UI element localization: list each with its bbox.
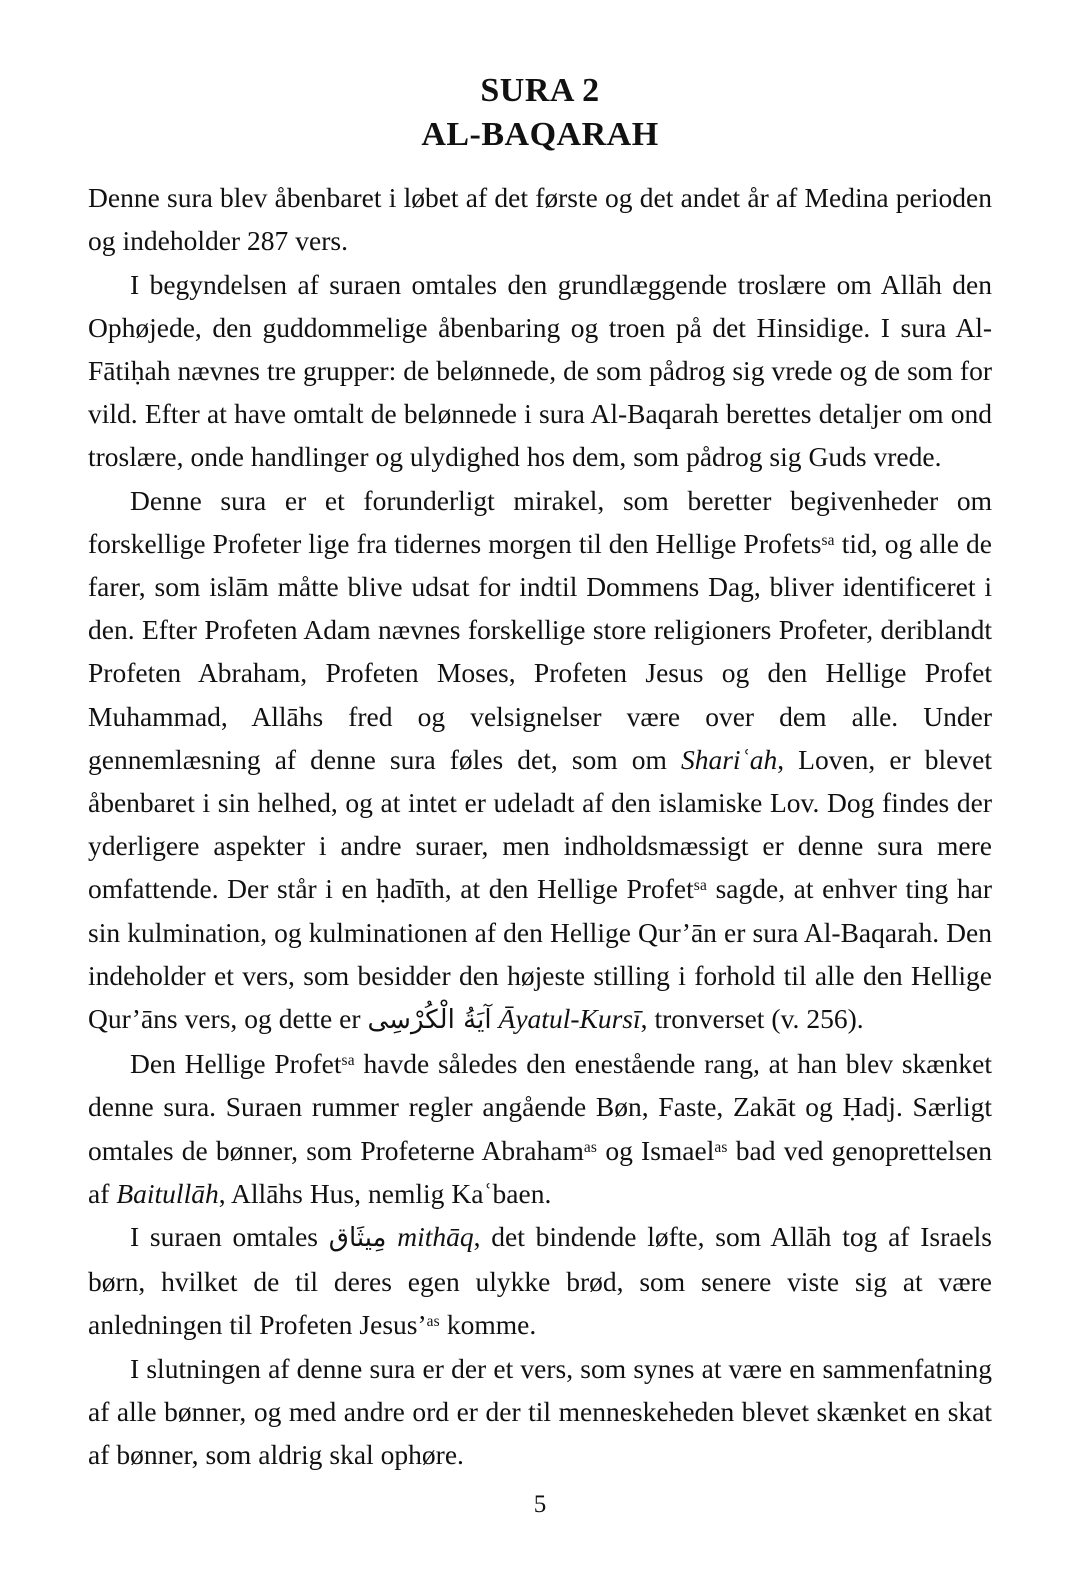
text-run: havde således den enestående rang, at han blev skænket denne sura. Suraen rummer regler angående Bøn, Faste, Zakāt og Ḥadj. Særligt omtales de bønner, som Profeterne Abraham <box>88 1048 992 1166</box>
sura-title-heading: AL-BAQARAH <box>421 116 659 154</box>
honorific-superscript: sa <box>693 877 707 895</box>
text-run: Den Hellige Profet <box>130 1048 342 1080</box>
honorific-superscript: as <box>583 1138 598 1156</box>
text-run <box>386 1221 397 1252</box>
text-run <box>492 1003 499 1034</box>
text-run: og Ismael <box>597 1134 715 1166</box>
text-run: Denne sura er et forunderligt mirakel, som beretter begivenheder om forskellige Profeter lige fra tidernes morgen til den Hellige Profets <box>88 484 992 559</box>
honorific-superscript: as <box>426 1313 440 1331</box>
transliteration-italic: Baitullāh <box>116 1177 219 1209</box>
text-run: , Loven, er blevet åbenbaret i sin helhed, og at intet er udeladt af den islamiske Lov. Dog findes der yderligere aspekter i andre suraer, men indholdsmæssigt er denne sura mere omfattende. Der står i en ḥadīth, at den Hellige Profet <box>88 743 992 905</box>
sura-number-heading: SURA 2 <box>480 72 600 109</box>
honorific-superscript: as <box>714 1138 728 1156</box>
paragraph <box>88 479 992 1043</box>
text-run: Denne sura blev åbenbaret i løbet af det første og det andet år af Medina perioden og indeholder 287 vers. <box>88 182 992 257</box>
text-run: I begyndelsen af suraen omtales den grundlæggende troslære om Allāh den Ophøjede, den guddommelige åbenbaring og troen på det Hinsidige. I sura Al-Fātiḥah nævnes tre grupper: de belønnede, de som pådrog sig vrede og de som for vild. Efter at have omtalt de belønnede i sura Al-Baqarah berettes detaljer om ond troslære, onde handlinger og ulydighed hos dem, som pådrog sig Guds vrede. <box>88 268 992 473</box>
text-run: sagde, at enhver ting har sin kulmination, og kulminationen af den Hellige Qur’ān er sura Al-Baqarah. Den indeholder et vers, som besidder den højeste stilling i forhold til alle den Hellige Qur’āns vers, og dette er <box>88 873 992 1035</box>
honorific-superscript: sa <box>341 1052 355 1070</box>
transliteration-italic: Āyatul-Kursī <box>498 1003 641 1035</box>
transliteration-italic: mithāq <box>397 1221 474 1253</box>
transliteration-italic: Shariʿah <box>680 743 778 775</box>
body-paragraphs <box>88 176 992 1476</box>
text-run: , det bindende løfte, som Allāh tog af Israels børn, hvilket de til deres egen ulykke brød, som senere viste sig at være anledningen til Profeten Jesus’ <box>88 1221 992 1341</box>
text-run: tid, og alle de farer, som islām måtte blive udsat for indtil Dommens Dag, bliver identificeret i den. Efter Profeten Adam nævnes forskellige store religioners Profeter, deriblandt Profeten Abraham, Profeten Moses, Profeten Jesus og den Hellige Profet Muhammad, Allāhs fred og velsignelser være over dem alle. Under gennemlæsning af denne sura føles det, som om <box>88 527 992 775</box>
text-run: I suraen omtales <box>130 1221 329 1253</box>
paragraph <box>88 1215 992 1347</box>
arabic-term: مِيثَاق <box>328 1223 387 1254</box>
text-run: komme. <box>439 1309 537 1341</box>
paragraph <box>88 176 992 262</box>
paragraph <box>88 1042 992 1215</box>
paragraph <box>88 1347 992 1477</box>
text-run: bad ved genoprettelsen af <box>88 1134 992 1209</box>
arabic-term: آيَةُ الْكُرْسِى <box>367 1005 492 1036</box>
page-number: 5 <box>533 1491 547 1518</box>
text-run: , Allāhs Hus, nemlig Kaʿbaen. <box>218 1177 552 1209</box>
page-content <box>88 72 992 1476</box>
paragraph <box>88 263 992 479</box>
text-run: , tronverset (v. 256). <box>640 1003 864 1035</box>
text-run: I slutningen af denne sura er der et vers, som synes at være en sammenfatning af alle bønner, og med andre ord er der til menneskeheden blevet skænket en skat af bønner, som aldrig skal ophøre. <box>88 1352 992 1471</box>
honorific-superscript: sa <box>821 531 835 549</box>
